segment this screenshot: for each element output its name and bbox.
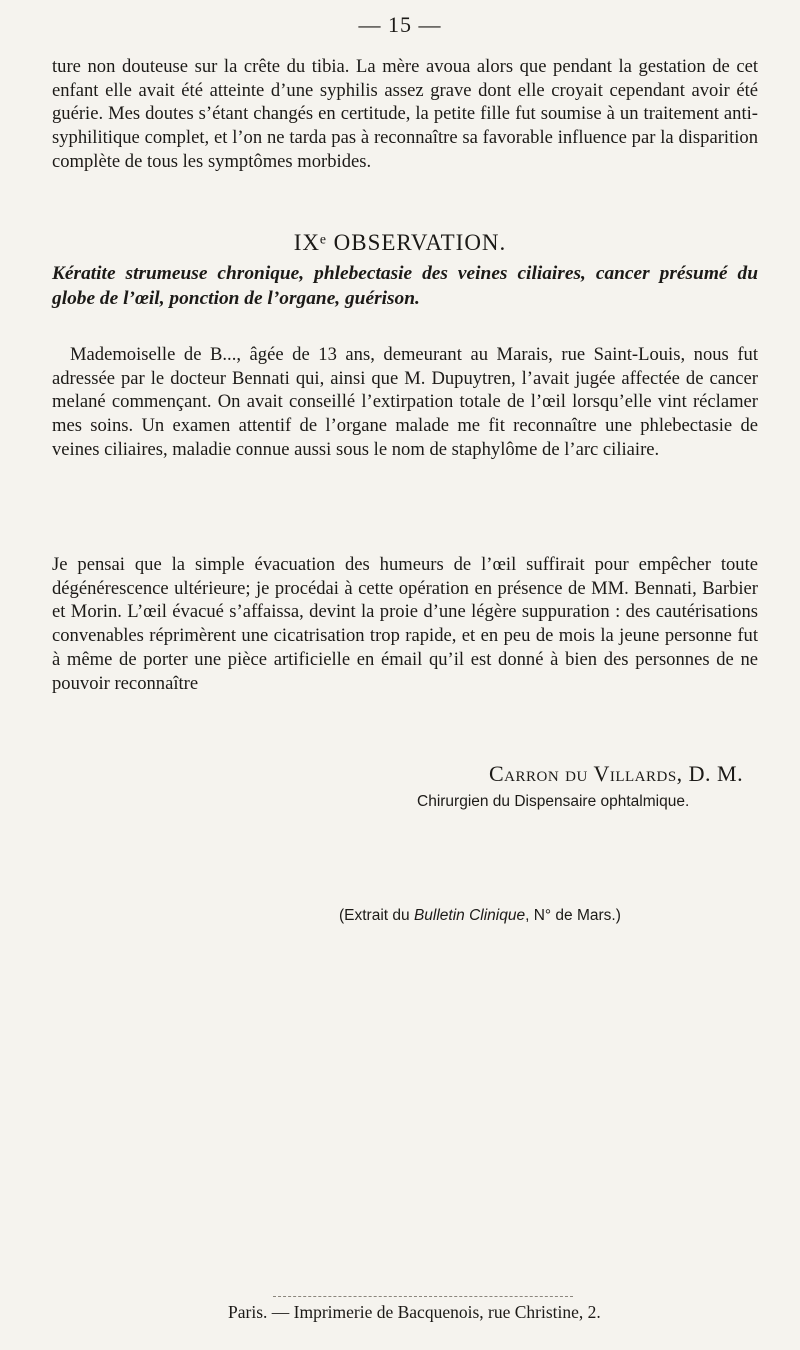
extract-prefix: (Extrait du [339,907,414,924]
paragraph-continuation: ture non douteuse sur la crête du tibia. La mère avoua alors que pendant la gestation de cet enfant elle avait été atteinte d’une syphilis assez grave dont elle croyait cependant avoir été guérie. Mes doutes s’étant changés en certitude, la petite fille fut soumise à un traitement anti-syphilitique complet, et l’on ne tarda pas à reconnaître sa favorable influence par la disparition complète de tous les symptômes morbides. [52,56,758,172]
observation-paragraph: Je pensai que la simple évacuation des humeurs de l’œil suffirait pour empêcher toute dégénérescence ultérieure; je procédai à cette opération en présence de MM. Bennati, Barbier et Morin. L’œil évacué s’affaissa, devint la proie d’une légère suppuration : des cautérisations convenables réprimèrent une cicatrisation trop rapide, et en peu de mois la jeune personne fut à même de porter une pièce artificielle en émail qu’il est donné à bien des personnes de ne pouvoir reconnaître [52,554,758,694]
signature-name: Carron du Villards, D. M. [489,761,744,786]
page-number: — 15 — [358,12,442,37]
extract-title: Bulletin Clinique [413,907,526,924]
observation-paragraph: Mademoiselle de B..., âgée de 13 ans, demeurant au Marais, rue Saint-Louis, nous fut adressée par le docteur Bennati qui, ainsi que M. Dupuytren, l’avait jugée affectée de cancer melané commençant. On avait conseillé l’extirpation totale de l’œil lorsqu’elle vint réclamer mes soins. Un examen attentif de l’organe malade me fit reconnaître une phlebectasie de veines ciliaires, maladie connue aussi sous le nom de staphylôme de l’arc ciliaire. [52,344,758,460]
printer-imprint: Paris. — Imprimerie de Bacquenois, rue Christine, 2. [228,1302,601,1322]
signature-role: Chirurgien du Dispensaire ophtalmique. [417,793,690,810]
extract-note [339,907,621,925]
footer-divider [273,1296,573,1297]
observation-subtitle: Kératite strumeuse chronique, phlebectasie des veines ciliaires, cancer présumé du globe de l’œil, ponction de l’organe, guérison. [52,263,758,309]
observation-heading: IXᵉ OBSERVATION. [293,230,507,255]
extract-suffix: , N° de Mars.) [525,907,621,924]
